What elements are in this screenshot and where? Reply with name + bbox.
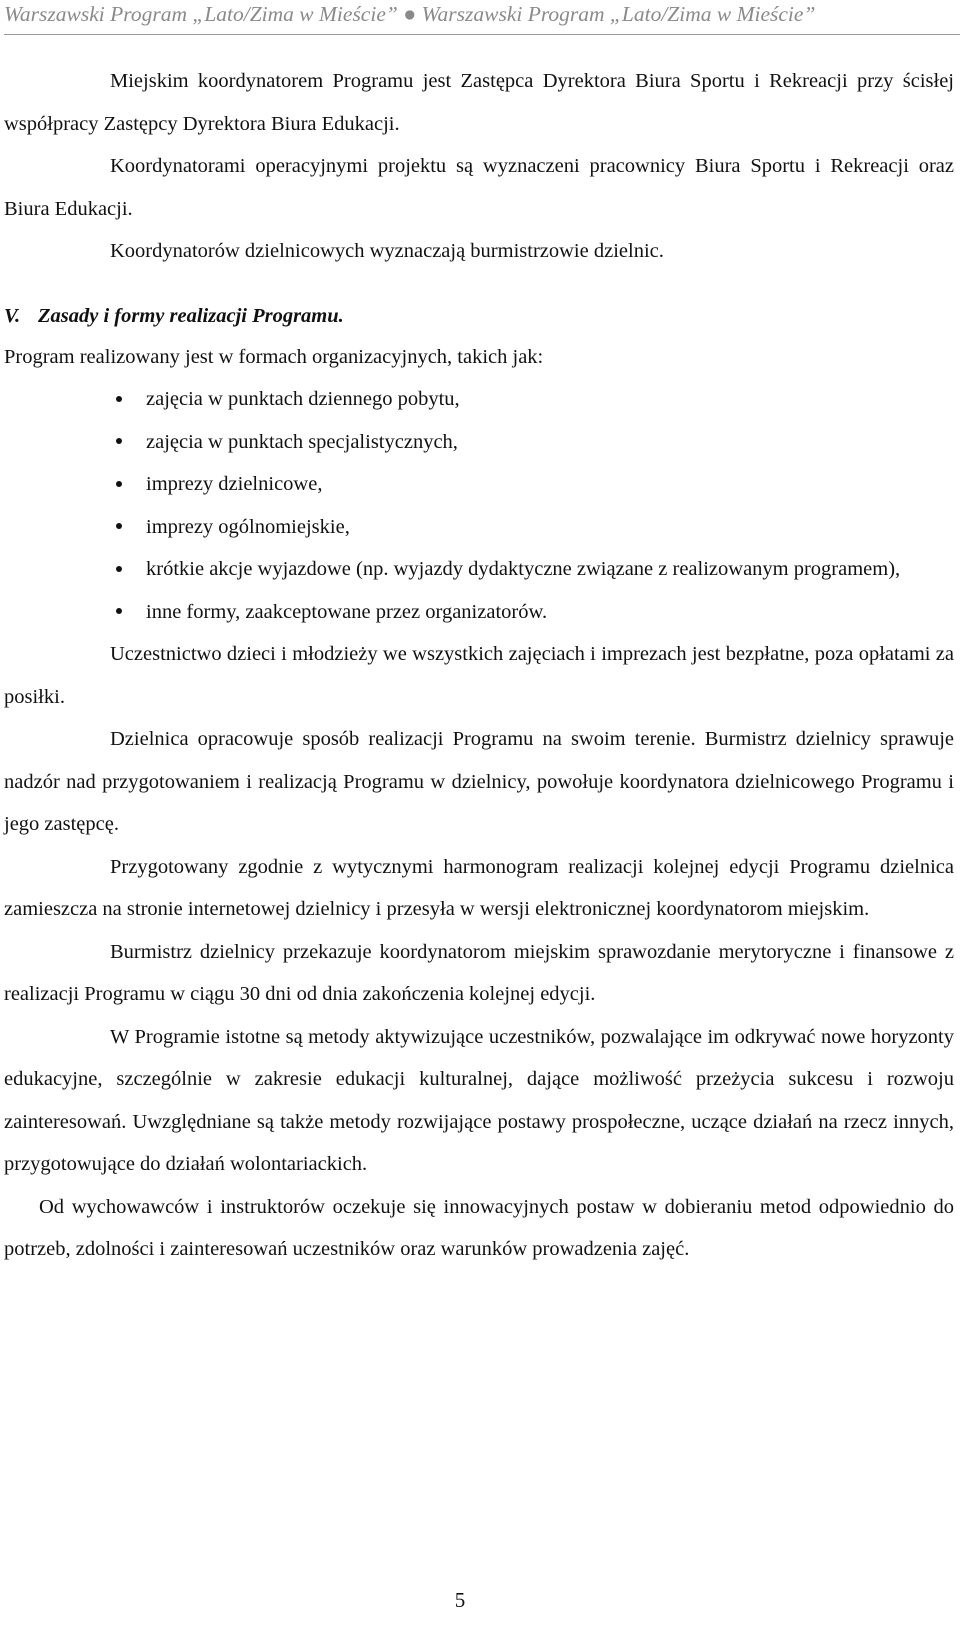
document-body bbox=[4, 60, 954, 1271]
paragraph-district-implementation: Dzielnica opracowuje sposób realizacji Programu na swoim terenie. Burmistrz dzielnicy sprawuje nadzór nad przygotowaniem i realizacją Programu w dzielnicy, powołuje koordynatora dzielnicowego Programu i jego zastępcę. bbox=[4, 728, 954, 835]
list-item-text: inne formy, zaakceptowane przez organizatorów. bbox=[146, 600, 548, 623]
bullet-icon bbox=[114, 548, 124, 591]
list-item bbox=[4, 421, 954, 464]
page-number: 5 bbox=[454, 1588, 466, 1612]
list-item bbox=[4, 463, 954, 506]
running-header-left: Warszawski Program „Lato/Zima w Mieście” bbox=[4, 2, 398, 26]
bullet-icon bbox=[114, 591, 124, 634]
forms-list bbox=[4, 378, 954, 633]
section-title: Zasady i formy realizacji Programu. bbox=[38, 304, 344, 327]
bullet-icon bbox=[114, 506, 124, 549]
list-item-text: zajęcia w punktach specjalistycznych, bbox=[146, 430, 458, 453]
paragraph-educators: Od wychowawców i instruktorów oczekuje się innowacyjnych postaw w dobieraniu metod odpowiednio do potrzeb, zdolności i zainteresowań uczestników oraz warunków prowadzenia zajęć. bbox=[4, 1195, 954, 1260]
running-header bbox=[4, 0, 960, 35]
bullet-icon bbox=[114, 463, 124, 506]
list-item bbox=[4, 506, 954, 549]
paragraph-operational-coordinators: Koordynatorami operacyjnymi projektu są wyznaczeni pracownicy Biura Sportu i Rekreacji oraz Biura Edukacji. bbox=[4, 155, 954, 220]
paragraph-participation-free: Uczestnictwo dzieci i młodzieży we wszystkich zajęciach i imprezach jest bezpłatne, poza opłatami za posiłki. bbox=[4, 643, 954, 708]
section-heading bbox=[4, 296, 954, 336]
section-number: V. bbox=[4, 304, 21, 327]
running-header-separator: ● bbox=[403, 2, 417, 26]
paragraph-methods: W Programie istotne są metody aktywizujące uczestników, pozwalające im odkrywać nowe horyzonty edukacyjne, szczególnie w zakresie edukacji kulturalnej, dające możliwość przeżycia sukcesu i rozwoju zainteresowań. Uwzględniane są także metody rozwijające postawy prospołeczne, uczące działań na rzecz innych, przygotowujące do działań wolontariackich. bbox=[4, 1025, 954, 1175]
list-item-text: imprezy dzielnicowe, bbox=[146, 473, 323, 495]
list-item-text: imprezy ogólnomiejskie, bbox=[146, 515, 350, 538]
paragraph-schedule: Przygotowany zgodnie z wytycznymi harmonogram realizacji kolejnej edycji Programu dzielnica zamieszcza na stronie internetowej dzielnicy i przesyła w wersji elektronicznej koordynatorom miejskim. bbox=[4, 855, 954, 920]
list-item bbox=[4, 591, 954, 634]
running-header-right: Warszawski Program „Lato/Zima w Mieście” bbox=[421, 2, 816, 26]
list-item-text: zajęcia w punktach dziennego pobytu, bbox=[146, 388, 460, 410]
paragraph-report: Burmistrz dzielnicy przekazuje koordynatorom miejskim sprawozdanie merytoryczne i finansowe z realizacji Programu w ciągu 30 dni od dnia zakończenia kolejnej edycji. bbox=[4, 940, 954, 1005]
bullet-icon bbox=[114, 421, 124, 464]
paragraph-district-coordinators: Koordynatorów dzielnicowych wyznaczają burmistrzowie dzielnic. bbox=[110, 240, 664, 262]
list-item bbox=[4, 378, 954, 421]
list-item bbox=[4, 548, 954, 591]
list-item-text: krótkie akcje wyjazdowe (np. wyjazdy dydaktyczne związane z realizowanym programem), bbox=[146, 558, 901, 580]
forms-intro: Program realizowany jest w formach organizacyjnych, takich jak: bbox=[4, 345, 544, 368]
bullet-icon bbox=[114, 378, 124, 421]
paragraph-city-coordinator: Miejskim koordynatorem Programu jest Zastępca Dyrektora Biura Sportu i Rekreacji przy ścisłej współpracy Zastępcy Dyrektora Biura Edukacji. bbox=[4, 70, 954, 135]
